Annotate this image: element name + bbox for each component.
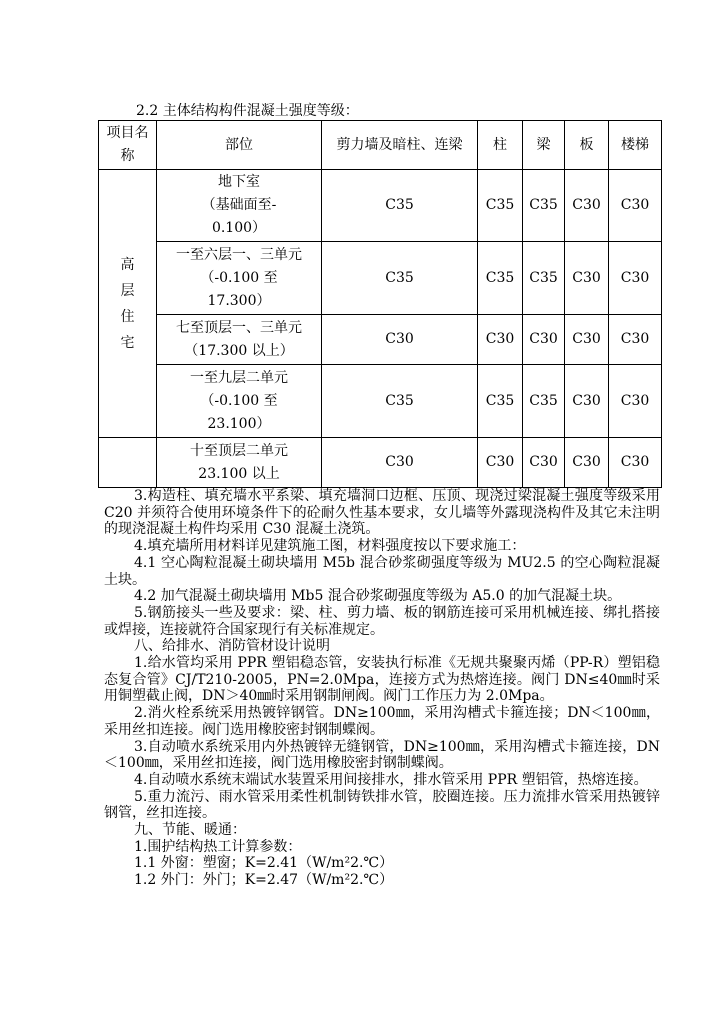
wall-grade: C35 <box>322 365 478 438</box>
paragraph: 4.1 空心陶粒混凝土砌块墙用 M5b 混合砂浆砌强度等级为 MU2.5 的空心陶粒混凝土块。 <box>104 554 660 588</box>
stair-grade: C30 <box>609 315 662 365</box>
table-caption: 2.2 主体结构构件混凝土强度等级： <box>136 103 359 119</box>
part-line: 地下室 <box>218 174 260 190</box>
table-row <box>99 242 662 315</box>
part-cell <box>157 438 322 488</box>
stair-grade: C30 <box>609 170 662 242</box>
part-line: 十至顶层二单元 <box>190 442 288 459</box>
part-line: 17.300） <box>207 292 271 309</box>
part-cell <box>157 242 322 315</box>
header-stair: 楼梯 <box>609 121 662 170</box>
part-line: （17.300 以上） <box>184 342 294 359</box>
paragraph: 5.重力流污、雨水管采用柔性机制铸铁排水管，胶圈连接。压力流排水管采用热镀锌钢管，丝扣连接。 <box>104 788 660 822</box>
paragraph: 5.钢筋接头一些及要求：梁、柱、剪力墙、板的钢筋连接可采用机械连接、绑扎搭接或焊接，连接就符合国家现行有关标准规定。 <box>104 604 660 638</box>
paragraph: 4.自动喷水系统末端试水装置采用间接排水，排水管采用 PPR 塑铝管，热熔连接。 <box>134 771 648 788</box>
beam-grade: C30 <box>523 438 565 488</box>
stair-grade: C30 <box>609 242 662 315</box>
column-grade: C35 <box>478 242 523 315</box>
column-grade: C35 <box>478 365 523 438</box>
part-line: （-0.100 至 <box>200 392 278 409</box>
slab-grade: C30 <box>565 438 609 488</box>
concrete-strength-table <box>98 120 662 488</box>
table-row <box>99 365 662 438</box>
table-header-row <box>99 121 662 170</box>
paragraph: 2.消火栓系统采用热镀锌钢管。DN≥100㎜，采用沟槽式卡箍连接；DN＜100㎜，采用丝扣连接。阀门选用橡胶密封钢制蝶阀。 <box>104 705 660 738</box>
part-line: 0.100） <box>211 220 267 236</box>
table-row <box>99 170 662 242</box>
part-line: （基础面至- <box>201 197 277 213</box>
column-grade: C30 <box>478 315 523 365</box>
stair-grade: C30 <box>609 365 662 438</box>
wall-grade: C30 <box>322 438 478 488</box>
paragraph: 1.给水管均采用 PPR 塑铝稳态管，安装执行标准《无规共聚聚丙烯（PP-R）塑铝稳态复合管》CJ/T210-2005，PN=2.0Mpa，连接方式为热熔连接。阀门 DN≤40㎜时采用铜塑截止阀，DN＞40㎜时采用钢制闸阀。阀门工作压力为 2.0Mpa。 <box>104 655 660 705</box>
header-slab: 板 <box>565 121 609 170</box>
body-text <box>104 488 660 889</box>
wall-grade: C35 <box>322 242 478 315</box>
header-part: 部位 <box>157 121 322 170</box>
column-grade: C30 <box>478 438 523 488</box>
header-item-name: 项目名称 <box>99 121 157 170</box>
paragraph: 1.1 外窗：塑窗；K=2.41（W/m²2.℃） <box>134 855 394 872</box>
slab-grade: C30 <box>565 242 609 315</box>
paragraph: 1.围护结构热工计算参数： <box>134 838 302 855</box>
section-heading: 八、给排水、消防管材设计说明 <box>134 638 330 655</box>
part-cell <box>157 315 322 365</box>
part-line: 一至六层一、三单元 <box>176 246 302 263</box>
paragraph: 1.2 外门：外门；K=2.47（W/m²2.℃） <box>134 872 394 889</box>
beam-grade: C35 <box>523 242 565 315</box>
beam-grade: C35 <box>523 365 565 438</box>
part-line: 23.100 以上 <box>198 465 280 482</box>
paragraph: 4.2 加气混凝土砌块墙用 Mb5 混合砂浆砌强度等级为 A5.0 的加气混凝土块。 <box>134 588 622 605</box>
slab-grade: C30 <box>565 315 609 365</box>
header-beam: 梁 <box>523 121 565 170</box>
table-row <box>99 438 662 488</box>
column-grade: C35 <box>478 170 523 242</box>
part-cell <box>157 170 322 242</box>
part-cell <box>157 365 322 438</box>
beam-grade: C30 <box>523 315 565 365</box>
slab-grade: C30 <box>565 170 609 242</box>
wall-grade: C30 <box>322 315 478 365</box>
group-label <box>99 170 157 438</box>
paragraph: 3.自动喷水系统采用内外热镀锌无缝钢管，DN≥100㎜，采用沟槽式卡箍连接，DN＜100㎜，采用丝扣连接，阀门选用橡胶密封钢制蝶阀。 <box>104 738 660 772</box>
part-line: 23.100） <box>207 415 271 432</box>
section-heading: 九、节能、暖通： <box>134 822 246 839</box>
paragraph: 3.构造柱、填充墙水平系梁、填充墙洞口边框、压顶、现浇过梁混凝土强度等级采用 C20 并须符合使用环境条件下的砼耐久性基本要求，女儿墙等外露现浇构件及其它未注明的现浇混凝土构件均采用 C30 混凝土浇筑。 <box>104 488 660 538</box>
part-line: （-0.100 至 <box>200 269 278 286</box>
part-line: 一至九层二单元 <box>190 369 288 386</box>
table-row <box>99 315 662 365</box>
paragraph: 4.填充墙所用材料详见建筑施工图，材料强度按以下要求施工： <box>134 538 526 555</box>
stair-grade: C30 <box>609 438 662 488</box>
group-label-text: 高层住宅 <box>120 256 135 351</box>
slab-grade: C30 <box>565 365 609 438</box>
wall-grade: C35 <box>322 170 478 242</box>
beam-grade: C35 <box>523 170 565 242</box>
header-column: 柱 <box>478 121 523 170</box>
part-line: 七至顶层一、三单元 <box>176 319 302 336</box>
header-wall: 剪力墙及暗柱、连梁 <box>322 121 478 170</box>
group-label-empty <box>99 438 157 488</box>
